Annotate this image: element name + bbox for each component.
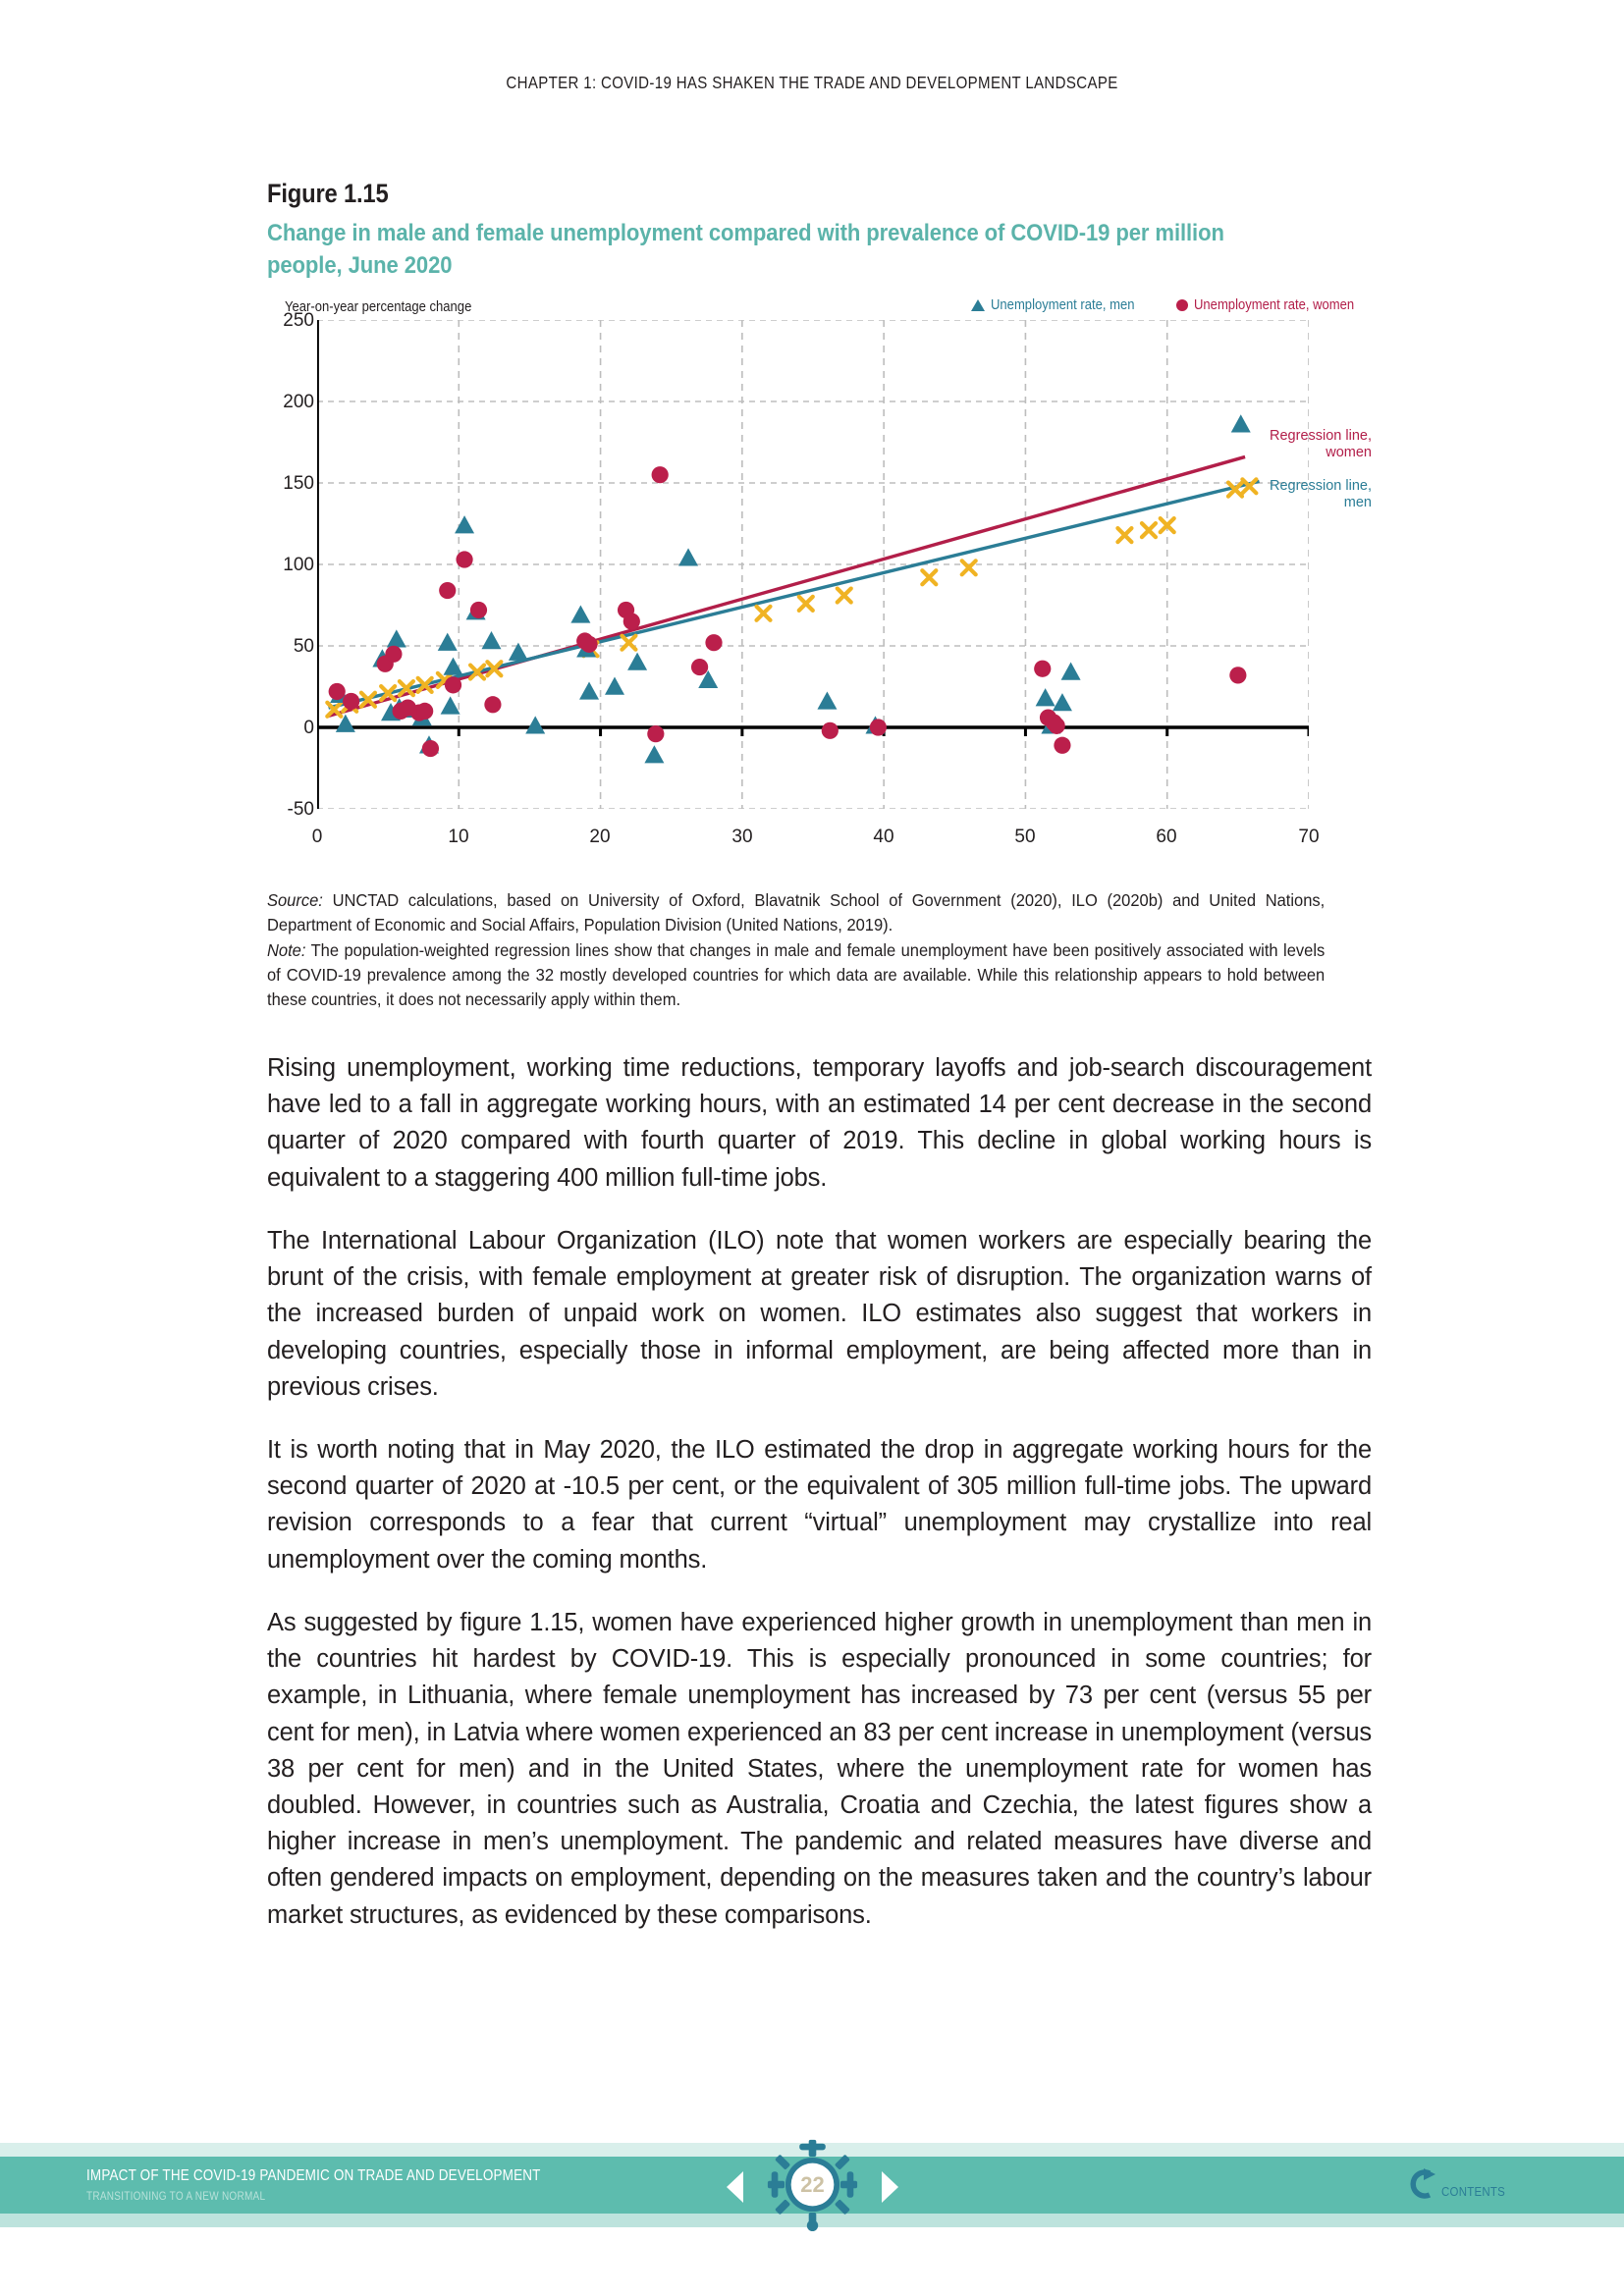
data-point-women bbox=[691, 659, 708, 675]
regression-label-men bbox=[1270, 478, 1372, 511]
y-tick-minus50: -50 bbox=[287, 799, 314, 821]
figure-block bbox=[267, 179, 1372, 874]
data-point-women bbox=[1229, 667, 1246, 683]
fit-marker bbox=[962, 561, 976, 574]
data-point-men bbox=[579, 682, 599, 700]
regression-label-women-line1: Regression line, bbox=[1270, 428, 1372, 445]
data-point-women bbox=[647, 725, 664, 742]
data-point-women bbox=[1034, 661, 1051, 677]
data-point-women bbox=[445, 676, 461, 693]
data-point-men bbox=[1053, 693, 1072, 711]
paragraph-3: It is worth noting that in May 2020, the ILO estimated the drop in aggregate working hours for the second quarter of 2020 at -10.5 per cent, or the equivalent of 305 million full-time jobs. The upward revision corresponds to a fear that current “virtual” unemployment may crystallize into real unemployment over the coming months. bbox=[267, 1435, 1372, 1574]
paragraph-1: Rising unemployment, working time reductions, temporary layoffs and job-search discouragement have led to a fall in aggregate working hours, with an estimated 14 per cent decrease in the second quarter of 2020 compared with fourth quarter of 2019. This decline in global working hours is equivalent to a staggering 400 million full-time jobs. bbox=[267, 1054, 1372, 1192]
data-point-men bbox=[605, 677, 624, 695]
note-label: Note: bbox=[267, 939, 306, 960]
data-point-women bbox=[439, 582, 456, 599]
contents-label: CONTENTS bbox=[1441, 2184, 1506, 2199]
data-point-men bbox=[336, 715, 355, 732]
fit-marker bbox=[922, 570, 936, 584]
data-point-women bbox=[623, 614, 640, 630]
paragraph-2: The International Labour Organization (ILO) note that women workers are especially bearing the brunt of the crisis, with female employment at greater risk of disruption. The organization warns of the increased burden of unpaid work on women. ILO estimates also suggest that workers in developing countries, especially those in informal employment, are being affected more than in previous crises. bbox=[267, 1226, 1372, 1401]
data-point-women bbox=[470, 602, 487, 618]
fit-marker bbox=[1117, 528, 1131, 542]
running-head: CHAPTER 1: COVID-19 HAS SHAKEN THE TRADE AND DEVELOPMENT LANDSCAPE bbox=[506, 73, 1118, 92]
y-axis-caption: Year-on-year percentage change bbox=[285, 299, 472, 316]
regression-label-women bbox=[1270, 428, 1372, 461]
chart-plot-area bbox=[317, 320, 1309, 809]
legend-item-women bbox=[1176, 297, 1372, 313]
data-point-men bbox=[644, 745, 664, 763]
figure-note bbox=[267, 938, 1325, 1013]
data-point-women bbox=[1054, 737, 1070, 754]
data-point-men bbox=[438, 633, 458, 651]
data-point-men bbox=[525, 716, 545, 733]
regression-line bbox=[329, 457, 1246, 717]
x-tick-60: 60 bbox=[1156, 827, 1177, 848]
data-point-women bbox=[580, 636, 597, 653]
regression-label-men-line2: men bbox=[1343, 495, 1372, 511]
data-point-women bbox=[870, 720, 887, 736]
data-point-men bbox=[1231, 414, 1251, 432]
data-point-women bbox=[705, 634, 722, 651]
data-point-women bbox=[343, 693, 359, 710]
contents-arrow-icon bbox=[1409, 2167, 1438, 2201]
data-point-men bbox=[441, 697, 460, 715]
figure-title: Change in male and female unemployment compared with prevalence of COVID-19 per million people, June 2020 bbox=[267, 220, 1224, 279]
circle-marker-icon bbox=[1176, 299, 1188, 311]
figure-source bbox=[267, 888, 1325, 938]
regression-label-women-line2: women bbox=[1326, 445, 1372, 461]
paragraph-4: As suggested by figure 1.15, women have experienced higher growth in unemployment than men in the countries hit hardest by COVID-19. This is especially pronounced in some countries; for example, in Lithuania, where female unemployment has increased by 73 per cent (versus 55 per cent for men), in Latvia where women experienced an 83 per cent increase in unemployment (versus 38 per cent for men) and in the United States, where the unemployment rate for women has doubled. However, in countries such as Australia, Croatia and Czechia, the latest figures show a higher increase in men’s unemployment. The pandemic and related measures have diverse and often gendered impacts on employment, depending on the measures taken and the country’s labour market structures, as evidenced by these comparisons. bbox=[267, 1608, 1372, 1929]
data-point-men bbox=[627, 653, 647, 670]
data-point-women bbox=[422, 740, 439, 757]
previous-page-button[interactable] bbox=[727, 2171, 743, 2203]
y-tick-100: 100 bbox=[283, 555, 314, 576]
page-footer bbox=[0, 2110, 1624, 2296]
scatter-plot-svg bbox=[317, 320, 1309, 809]
legend-item-men bbox=[971, 297, 1151, 313]
data-point-men bbox=[444, 658, 463, 675]
fit-marker bbox=[757, 607, 771, 620]
data-point-men bbox=[678, 549, 698, 566]
contents-link[interactable] bbox=[1409, 2167, 1514, 2201]
data-point-women bbox=[822, 722, 839, 739]
note-text: The population-weighted regression lines show that changes in male and female unemployment have been positively associated with levels of COVID-19 prevalence among the 32 mostly developed countries for which data are available. While this relationship appears to hold between these countries, it does not necessarily apply within them. bbox=[267, 939, 1326, 1009]
x-tick-30: 30 bbox=[731, 827, 753, 848]
chart-container bbox=[267, 299, 1372, 874]
data-point-men bbox=[481, 631, 501, 649]
body-text bbox=[267, 1050, 1372, 1960]
chart-legend bbox=[971, 297, 1372, 313]
fit-marker bbox=[799, 597, 813, 611]
data-point-men bbox=[387, 630, 406, 648]
data-point-men bbox=[1061, 663, 1081, 680]
data-point-men bbox=[570, 606, 590, 623]
fit-marker bbox=[622, 636, 635, 650]
data-point-women bbox=[1049, 718, 1065, 734]
data-point-women bbox=[484, 696, 501, 713]
regression-line bbox=[329, 481, 1260, 708]
figure-source-note bbox=[267, 888, 1325, 1012]
x-tick-50: 50 bbox=[1014, 827, 1036, 848]
regression-label-men-line1: Regression line, bbox=[1270, 478, 1372, 495]
legend-label-women: Unemployment rate, women bbox=[1193, 297, 1354, 314]
legend-label-men: Unemployment rate, men bbox=[990, 297, 1135, 314]
y-tick-200: 200 bbox=[283, 392, 314, 413]
page-number: 22 bbox=[800, 2171, 825, 2197]
fit-marker bbox=[838, 589, 851, 603]
data-point-women bbox=[329, 683, 346, 700]
y-tick-250: 250 bbox=[283, 310, 314, 332]
y-tick-0: 0 bbox=[303, 718, 314, 739]
data-point-women bbox=[416, 703, 433, 720]
x-tick-40: 40 bbox=[873, 827, 894, 848]
data-point-men bbox=[817, 692, 837, 710]
x-tick-70: 70 bbox=[1298, 827, 1320, 848]
data-point-women bbox=[385, 646, 402, 663]
source-label: Source: bbox=[267, 890, 323, 910]
fit-marker bbox=[1142, 523, 1156, 537]
footer-subtitle: TRANSITIONING TO A NEW NORMAL bbox=[86, 2191, 266, 2203]
data-point-men bbox=[455, 515, 474, 533]
y-tick-50: 50 bbox=[293, 636, 314, 658]
next-page-button[interactable] bbox=[882, 2171, 898, 2203]
data-point-men bbox=[1036, 688, 1056, 706]
data-point-women bbox=[652, 466, 669, 483]
source-text: UNCTAD calculations, based on University of Oxford, Blavatnik School of Government (2020), ILO (2020b) and United Nations, Department of Economic and Social Affairs, Population Division (United Nations, 2019). bbox=[267, 890, 1326, 935]
x-tick-20: 20 bbox=[589, 827, 611, 848]
footer-title: IMPACT OF THE COVID-19 PANDEMIC ON TRADE AND DEVELOPMENT bbox=[86, 2167, 541, 2184]
triangle-marker-icon bbox=[971, 299, 985, 311]
figure-number: Figure 1.15 bbox=[267, 179, 389, 208]
data-point-women bbox=[456, 552, 472, 568]
x-tick-10: 10 bbox=[448, 827, 469, 848]
x-tick-0: 0 bbox=[311, 827, 323, 848]
y-tick-150: 150 bbox=[283, 473, 314, 495]
